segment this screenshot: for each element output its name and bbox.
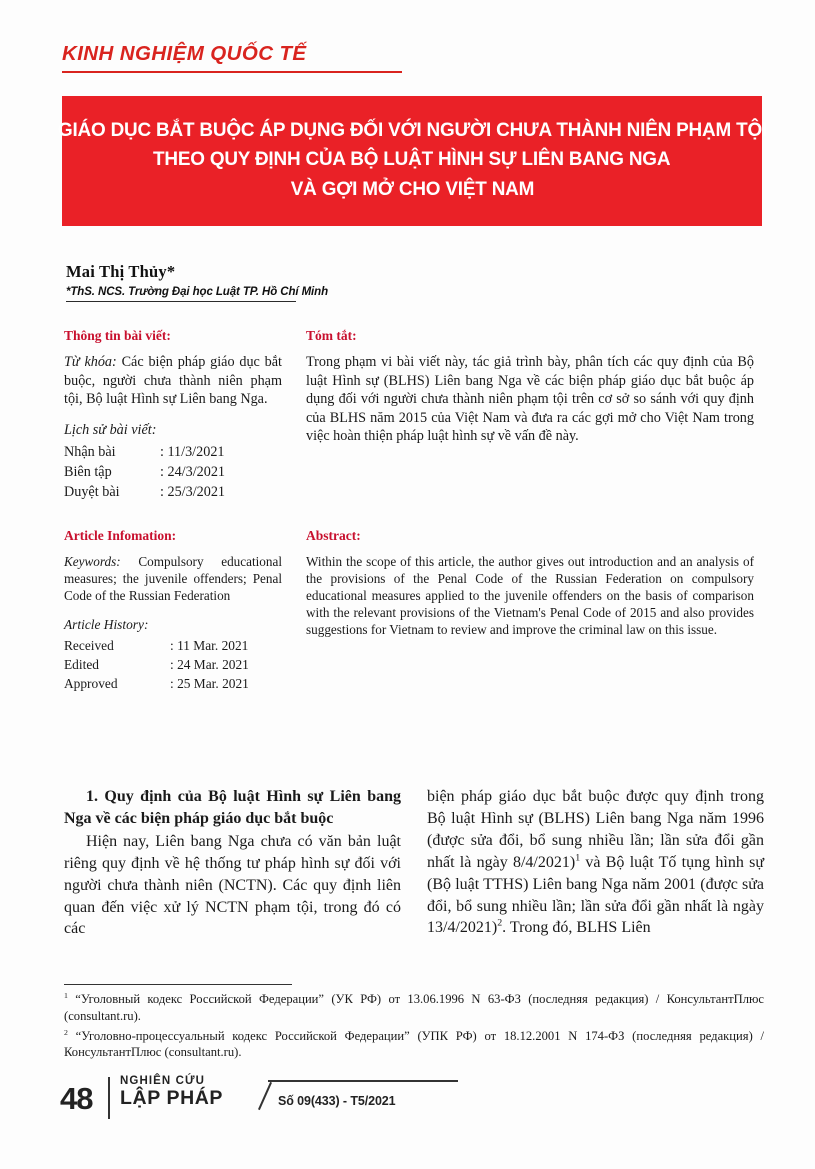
history-vi-value-0: : 11/3/2021 (160, 443, 225, 460)
history-en-value-0: : 11 Mar. 2021 (170, 638, 249, 654)
article-info-vi (64, 328, 282, 502)
article-info-en-heading: Article Infomation: (64, 528, 177, 544)
history-vi-label-0: Nhận bài (64, 443, 116, 460)
abstract-en-heading: Abstract: (306, 528, 361, 544)
article-title-line-1: GIÁO DỤC BẮT BUỘC ÁP DỤNG ĐỐI VỚI NGƯỜI CHƯA THÀNH NIÊN PHẠM TỘI (57, 118, 767, 141)
body-right-part-3: . Trong đó, BLHS Liên (502, 919, 651, 937)
abstract-en (306, 528, 754, 693)
history-vi-table (64, 442, 282, 502)
history-vi-row (64, 462, 282, 482)
body-section-heading: 1. Quy định của Bộ luật Hình sự Liên bang Nga về các biện pháp giáo dục bắt buộc (64, 788, 401, 827)
author-rule (66, 301, 296, 302)
history-en-value-2: : 25 Mar. 2021 (170, 676, 249, 692)
history-en-row (64, 655, 282, 674)
body-right-part-2: và Bộ luật Tố tụng hình sự (Bộ luật TTHS) Liên bang Nga năm 2001 (được sửa đổi, bổ sung nhiều lần; lần sửa đổi gần nhất là ngày 13/4/2021) (427, 853, 764, 937)
history-en-table (64, 636, 282, 693)
article-title-line-3: VÀ GỢI MỞ CHO VIỆT NAM (290, 177, 534, 200)
page-number: 48 (60, 1081, 93, 1116)
history-en-row (64, 674, 282, 693)
footnote-ref-2[interactable]: 2 (497, 918, 503, 930)
keywords-vi (64, 353, 282, 409)
keywords-en (64, 553, 282, 604)
body-right-part-1: biện pháp giáo dục bắt buộc được quy định trong Bộ luật Hình sự (BLHS) Liên bang Nga năm 1996 (được sửa đổi, bổ sung nhiều lần; lần sửa đổi gần nhất là ngày 8/4/2021) (427, 788, 764, 871)
history-vi-label-1: Biên tập (64, 463, 112, 480)
history-en-row (64, 636, 282, 655)
abstract-vi-heading: Tóm tắt: (306, 328, 357, 343)
section-kicker-rule (62, 71, 402, 73)
article-info-en (64, 528, 282, 693)
body-paragraph-left: Hiện nay, Liên bang Nga chưa có văn bản luật riêng quy định về hệ thống tư pháp hình sự đối với người chưa thành niên (NCTN). Các quy định liên quan đến việc xử lý NCTN phạm tội, trong đó có các (64, 832, 401, 938)
body-column-right (427, 786, 764, 940)
abstract-vi (306, 328, 754, 502)
footer-divider (108, 1077, 110, 1119)
history-en-value-1: : 24 Mar. 2021 (170, 657, 249, 673)
footnotes-block (64, 984, 764, 1064)
footer-topline (268, 1080, 458, 1082)
footer-slash (258, 1082, 272, 1110)
article-title-line-2: THEO QUY ĐỊNH CỦA BỘ LUẬT HÌNH SỰ LIÊN BANG NGA (153, 148, 671, 171)
footnote-ref-1[interactable]: 1 (575, 852, 581, 864)
footnote-text-2: “Уголовно-процессуальный кодекс Российской Федерации” (УПК РФ) от 18.12.2001 N 174-ФЗ (последняя редакция) / КонсультантПлюс (consultant.ru). (64, 1028, 764, 1060)
abstract-vi-text: Trong phạm vi bài viết này, tác giả trình bày, phân tích các quy định của Bộ luật Hình sự (BLHS) Liên bang Nga về các biện pháp giáo dục bắt buộc áp dụng đối với người chưa thành niên phạm tội trên cơ sở so sánh với quy định của BLHS năm 2015 của Việt Nam và đưa ra các gợi mở cho Việt Nam trong việc hoàn thiện pháp luật hình sự về vấn đề này. (306, 354, 754, 445)
footnote-marker-1: 1 (64, 990, 68, 1000)
abstract-en-text: Within the scope of this article, the author gives out introduction and an analysis of the provisions of the Penal Code of the Russian Federation on compulsory educational measures applied to the juvenile offenders on the basis of comparison with the relevant provisions of the Vietnam's Penal Code of 2015 and also provides suggestions for Vietnam to review and improve the criminal law on this issue. (306, 554, 754, 638)
journal-brand-line-1: NGHIÊN CỨU (120, 1075, 206, 1087)
history-en-label-2: Approved (64, 676, 118, 692)
body-paragraph-right (427, 786, 764, 939)
author-name: Mai Thị Thủy* (66, 262, 176, 281)
section-kicker (62, 42, 462, 73)
keywords-en-text: Compulsory educational measures; the juvenile offenders; Penal Code of the Russian Federation (64, 554, 282, 604)
metadata-spacer (64, 502, 754, 528)
history-en-title: Article History: (64, 617, 149, 633)
footnote-item (64, 1028, 764, 1061)
keywords-en-label: Keywords: (64, 554, 121, 570)
journal-brand-line-2: LẬP PHÁP (120, 1087, 224, 1110)
history-vi-row (64, 442, 282, 462)
author-affiliation: *ThS. NCS. Trường Đại học Luật TP. Hồ Chí Minh (66, 286, 328, 298)
footnote-separator-rule (64, 984, 292, 985)
history-vi-title: Lịch sử bài viết: (64, 421, 157, 438)
journal-brand (120, 1075, 223, 1109)
article-metadata (64, 328, 754, 693)
article-body (64, 786, 764, 940)
history-vi-value-1: : 24/3/2021 (160, 463, 226, 480)
metadata-row-english (64, 528, 754, 693)
history-vi-label-2: Duyệt bài (64, 484, 120, 501)
footnote-text-1: “Уголовный кодекс Российской Федерации” (УК РФ) от 13.06.1996 N 63-ФЗ (последняя редакция) / КонсультантПлюс (consultant.ru). (64, 992, 764, 1023)
page-footer (60, 1077, 460, 1123)
article-info-vi-heading: Thông tin bài viết: (64, 328, 171, 343)
history-en-label-0: Received (64, 638, 114, 654)
footnote-marker-2: 2 (64, 1027, 68, 1037)
journal-issue: Số 09(433) - T5/2021 (278, 1094, 396, 1108)
author-block (66, 262, 366, 302)
metadata-row-vietnamese (64, 328, 754, 502)
body-column-left (64, 786, 401, 940)
history-en-label-1: Edited (64, 657, 99, 673)
history-vi-value-2: : 25/3/2021 (160, 484, 226, 501)
keywords-vi-label: Từ khóa: (64, 354, 117, 370)
article-title-banner (57, 96, 767, 226)
section-kicker-label: KINH NGHIỆM QUỐC TẾ (62, 42, 307, 65)
keywords-vi-text: Các biện pháp giáo dục bắt buộc, người chưa thành niên phạm tội, Bộ luật Hình sự Liên bang Nga. (64, 354, 282, 408)
footnote-item (64, 991, 764, 1024)
history-vi-row (64, 482, 282, 502)
